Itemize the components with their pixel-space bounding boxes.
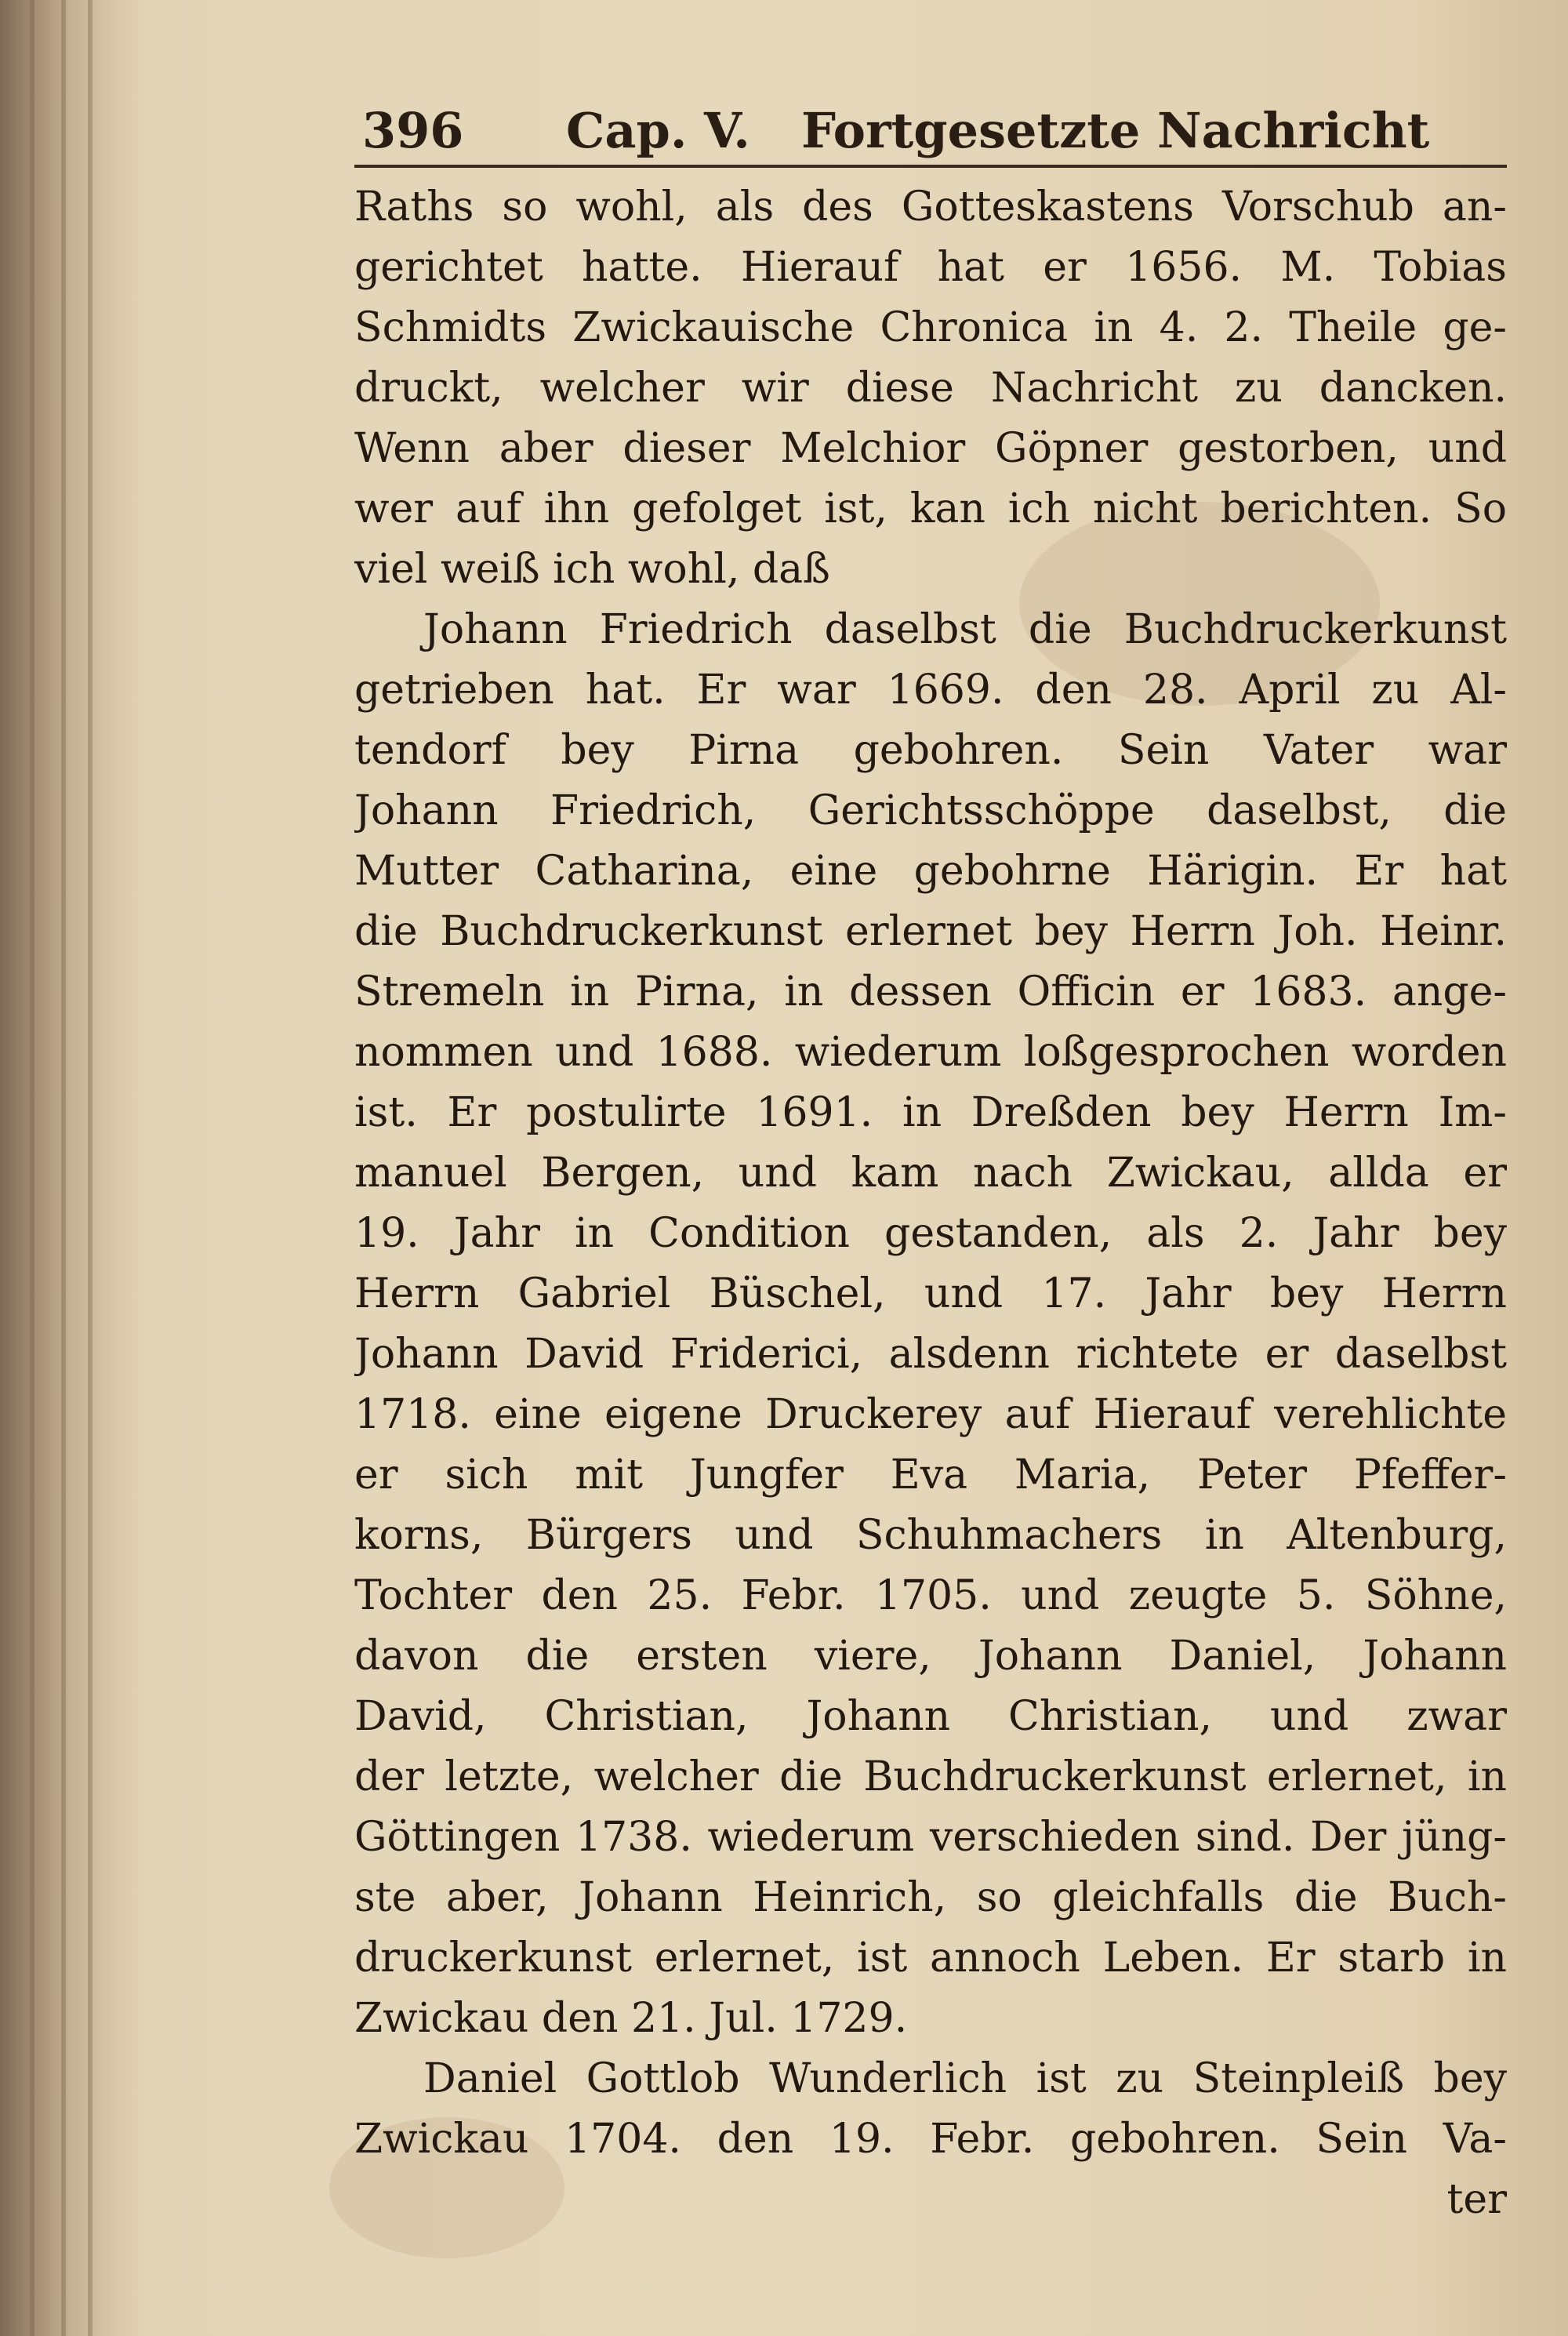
text-line: Daniel Gottlob Wunderlich ist zu Steinpleiß bey [423,2055,1507,2102]
page-edge [61,0,66,2336]
text-line: davon die ersten viere, Johann Daniel, Johann [354,1633,1507,1680]
text-line: tendorf bey Pirna gebohren. Sein Vater war [354,727,1507,774]
chapter-label: Cap. V. [566,102,750,159]
text-line: Johann David Friderici, alsdenn richtete er daselbst [354,1331,1507,1378]
text-line: David, Christian, Johann Christian, und zwar [354,1693,1507,1740]
book-binding [0,0,149,2336]
body-text [354,177,1507,2230]
text-line: ist. Er postulirte 1691. in Dreßden bey Herrn Im- [354,1089,1507,1136]
text-line: Tochter den 25. Febr. 1705. und zeugte 5. Söhne, [354,1572,1507,1619]
text-line: gerichtet hatte. Hierauf hat er 1656. M. Tobias [354,244,1507,291]
text-line: getrieben hat. Er war 1669. den 28. April zu Al- [354,667,1507,714]
text-line: Stremeln in Pirna, in dessen Officin er 1683. ange- [354,968,1507,1015]
text-line: druckerkunst erlernet, ist annoch Leben. Er starb in [354,1935,1507,1982]
text-line: korns, Bürgers und Schuhmachers in Altenburg, [354,1512,1507,1559]
text-line: Zwickau 1704. den 19. Febr. gebohren. Sein Va- [354,2116,1507,2163]
catchword: ter [1446,2176,1507,2223]
header-rule [354,165,1507,168]
text-line: der letzte, welcher die Buchdruckerkunst erlernet, in [354,1753,1507,1800]
text-line: manuel Bergen, und kam nach Zwickau, allda er [354,1150,1507,1197]
text-line: Raths so wohl, als des Gotteskastens Vorschub an- [354,183,1507,231]
page-header [362,88,1507,166]
text-line: viel weiß ich wohl, daß [354,546,830,593]
text-line: er sich mit Jungfer Eva Maria, Peter Pfeffer- [354,1451,1507,1499]
text-line: ste aber, Johann Heinrich, so gleichfalls die Buch- [354,1874,1507,1921]
page-number: 396 [362,102,464,159]
text-line: Johann Friedrich, Gerichtsschöppe daselbst, die [354,787,1507,834]
text-line: 1718. eine eigene Druckerey auf Hierauf verehlichte [354,1391,1507,1438]
text-line: Göttingen 1738. wiederum verschieden sind. Der jüng- [354,1814,1507,1861]
text-line: wer auf ihn gefolget ist, kan ich nicht berichten. So [354,485,1507,532]
text-line: Zwickau den 21. Jul. 1729. [354,1995,908,2042]
text-line: Johann Friedrich daselbst die Buchdruckerkunst [423,606,1507,653]
page-edge [30,0,34,2336]
text-line: Mutter Catharina, eine gebohrne Härigin. Er hat [354,848,1507,895]
text-line: Schmidts Zwickauische Chronica in 4. 2. Theile ge- [354,304,1507,351]
text-line: 19. Jahr in Condition gestanden, als 2. Jahr bey [354,1210,1507,1257]
page-edge [88,0,93,2336]
text-line: nommen und 1688. wiederum loßgesprochen worden [354,1029,1507,1076]
text-line: Herrn Gabriel Büschel, und 17. Jahr bey Herrn [354,1270,1507,1317]
text-line: Wenn aber dieser Melchior Göpner gestorben, und [354,425,1507,472]
text-line: die Buchdruckerkunst erlernet bey Herrn Joh. Heinr. [354,908,1507,955]
running-title: Fortgesetzte Nachricht [801,102,1430,159]
text-line: druckt, welcher wir diese Nachricht zu dancken. [354,365,1507,412]
